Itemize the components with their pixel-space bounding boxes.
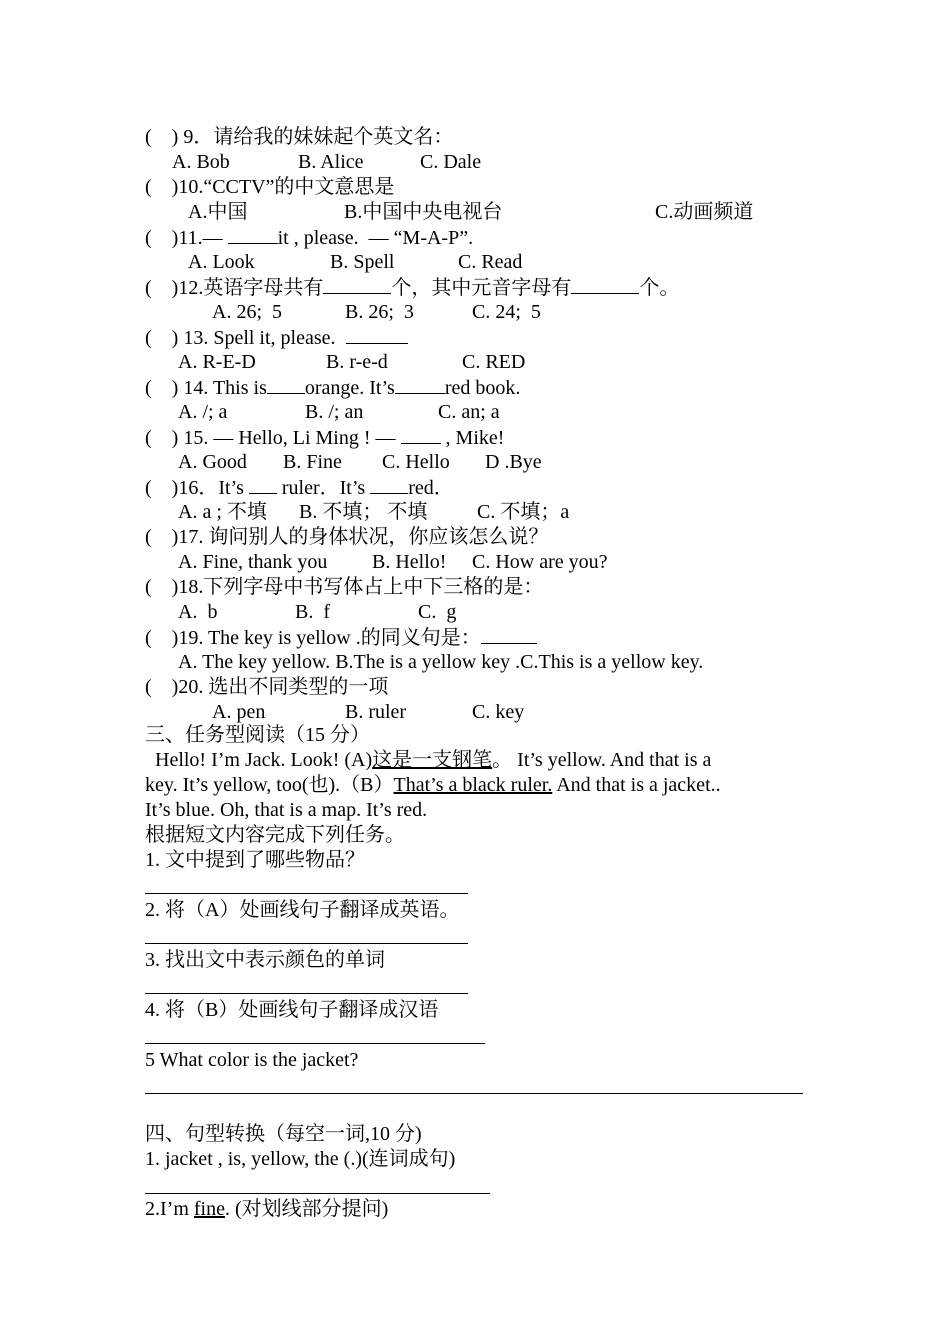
question-19-options: A. The key yellow. B.The is a yellow key .C.This is a yellow key. (178, 651, 704, 673)
answer-line-task-2[interactable] (145, 943, 468, 944)
question-12-option-a: A. 26; 5 (212, 301, 282, 323)
reading-instruction: 根据短文内容完成下列任务。 (145, 824, 405, 846)
question-15-option-c: C. Hello (382, 451, 450, 473)
reading-passage-line-3: It’s blue. Oh, that is a map. It’s red. (145, 799, 428, 821)
task-5: 5 What color is the jacket? (145, 1049, 359, 1071)
question-20-option-b: B. ruler (345, 701, 407, 723)
answer-blank[interactable] (249, 475, 277, 494)
question-9-stem: ( ) 9．请给我的妹妹起个英文名： (145, 126, 454, 148)
underlined-sentence-a: 这是一支钢笔 (372, 749, 493, 771)
question-10-stem: ( )10.“CCTV”的中文意思是 (145, 176, 395, 198)
question-14-stem: ( ) 14. This is orange. It’s red book. (145, 377, 521, 399)
question-15-option-a: A. Good (178, 451, 247, 473)
question-16-option-c: C. 不填；a (477, 501, 570, 523)
question-11-option-a: A. Look (188, 251, 255, 273)
question-14-option-a: A. /; a (178, 401, 228, 423)
question-18-option-c: C. g (418, 601, 457, 623)
question-9-option-a: A. Bob (172, 151, 230, 173)
task-4: 4. 将（B）处画线句子翻译成汉语 (145, 999, 439, 1021)
task-2: 2. 将（A）处画线句子翻译成英语。 (145, 899, 460, 921)
question-13-option-c: C. RED (462, 351, 526, 373)
question-12-option-c: C. 24; 5 (472, 301, 541, 323)
answer-line-task-4[interactable] (145, 1043, 485, 1044)
question-10-option-c: C.动画频道 (655, 201, 754, 223)
question-17-option-a: A. Fine, thank you (178, 551, 328, 573)
question-9-option-c: C. Dale (420, 151, 482, 173)
transform-item-1: 1. jacket , is, yellow, the (.)(连词成句) (145, 1148, 456, 1170)
question-17-option-c: C. How are you? (472, 551, 608, 573)
answer-line-task-1[interactable] (145, 893, 468, 894)
reading-passage-line-1: Hello! I’m Jack. Look! (A)这是一支钢笔。 It’s yellow. And that is a (145, 749, 712, 771)
answer-line-task-5[interactable] (145, 1093, 803, 1094)
question-12-option-b: B. 26; 3 (345, 301, 414, 323)
question-13-stem: ( ) 13. Spell it, please. (145, 325, 408, 350)
question-10-option-a: A.中国 (188, 201, 248, 223)
answer-line-task-3[interactable] (145, 993, 468, 994)
answer-blank[interactable] (571, 275, 639, 294)
question-15-stem: ( ) 15. — Hello, Li Ming ! — , Mike! (145, 427, 505, 449)
question-16-stem: ( )16．It’s ruler．It’s red． (145, 477, 454, 499)
question-16-option-b: B. 不填； 不填 (299, 501, 428, 523)
question-15-option-d: D .Bye (485, 451, 542, 473)
question-20-option-a: A. pen (212, 701, 266, 723)
answer-blank[interactable] (228, 225, 278, 244)
question-10-option-b: B.中国中央电视台 (344, 201, 503, 223)
section-4-title: 四、句型转换（每空一词,10 分) (145, 1123, 422, 1145)
question-17-option-b: B. Hello! (372, 551, 447, 573)
question-20-stem: ( )20. 选出不同类型的一项 (145, 676, 389, 698)
question-11-stem: ( )11.— it , please. — “M-A-P”. (145, 227, 474, 249)
answer-blank[interactable] (370, 475, 408, 494)
question-12-stem: ( )12.英语字母共有 个，其中元音字母有 个。 (145, 277, 680, 299)
question-9-option-b: B. Alice (298, 151, 364, 173)
question-16-option-a: A. a ; 不填 (178, 501, 267, 523)
transform-item-2: 2.I’m fine. (对划线部分提问) (145, 1198, 389, 1220)
question-17-stem: ( )17. 询问别人的身体状况，你应该怎么说？ (145, 526, 549, 548)
underlined-word: fine (193, 1198, 225, 1220)
question-13-option-b: B. r-e-d (326, 351, 388, 373)
answer-blank[interactable] (346, 325, 408, 344)
answer-blank[interactable] (395, 375, 445, 394)
question-11-option-b: B. Spell (330, 251, 395, 273)
answer-line-transform-1[interactable] (145, 1193, 490, 1194)
underlined-sentence-b: That’s a black ruler. (393, 774, 553, 796)
answer-blank[interactable] (267, 375, 305, 394)
question-18-stem: ( )18.下列字母中书写体占上中下三格的是： (145, 576, 544, 598)
answer-blank[interactable] (323, 275, 391, 294)
question-11-option-c: C. Read (458, 251, 523, 273)
question-15-option-b: B. Fine (283, 451, 342, 473)
answer-blank[interactable] (401, 425, 441, 444)
question-19-stem: ( )19. The key is yellow .的同义句是： (145, 625, 537, 650)
task-3: 3. 找出文中表示颜色的单词 (145, 949, 385, 971)
question-13-option-a: A. R-E-D (178, 351, 256, 373)
question-14-option-c: C. an; a (438, 401, 500, 423)
question-18-option-b: B. f (295, 601, 330, 623)
reading-passage-line-2: key. It’s yellow, too(也).（B）That’s a black ruler. And that is a jacket.. (145, 774, 721, 796)
answer-blank[interactable] (481, 625, 537, 644)
section-3-title: 三、任务型阅读（15 分） (145, 724, 370, 746)
task-1: 1. 文中提到了哪些物品？ (145, 849, 365, 871)
question-20-option-c: C. key (472, 701, 525, 723)
question-14-option-b: B. /; an (305, 401, 364, 423)
question-18-option-a: A. b (178, 601, 218, 623)
